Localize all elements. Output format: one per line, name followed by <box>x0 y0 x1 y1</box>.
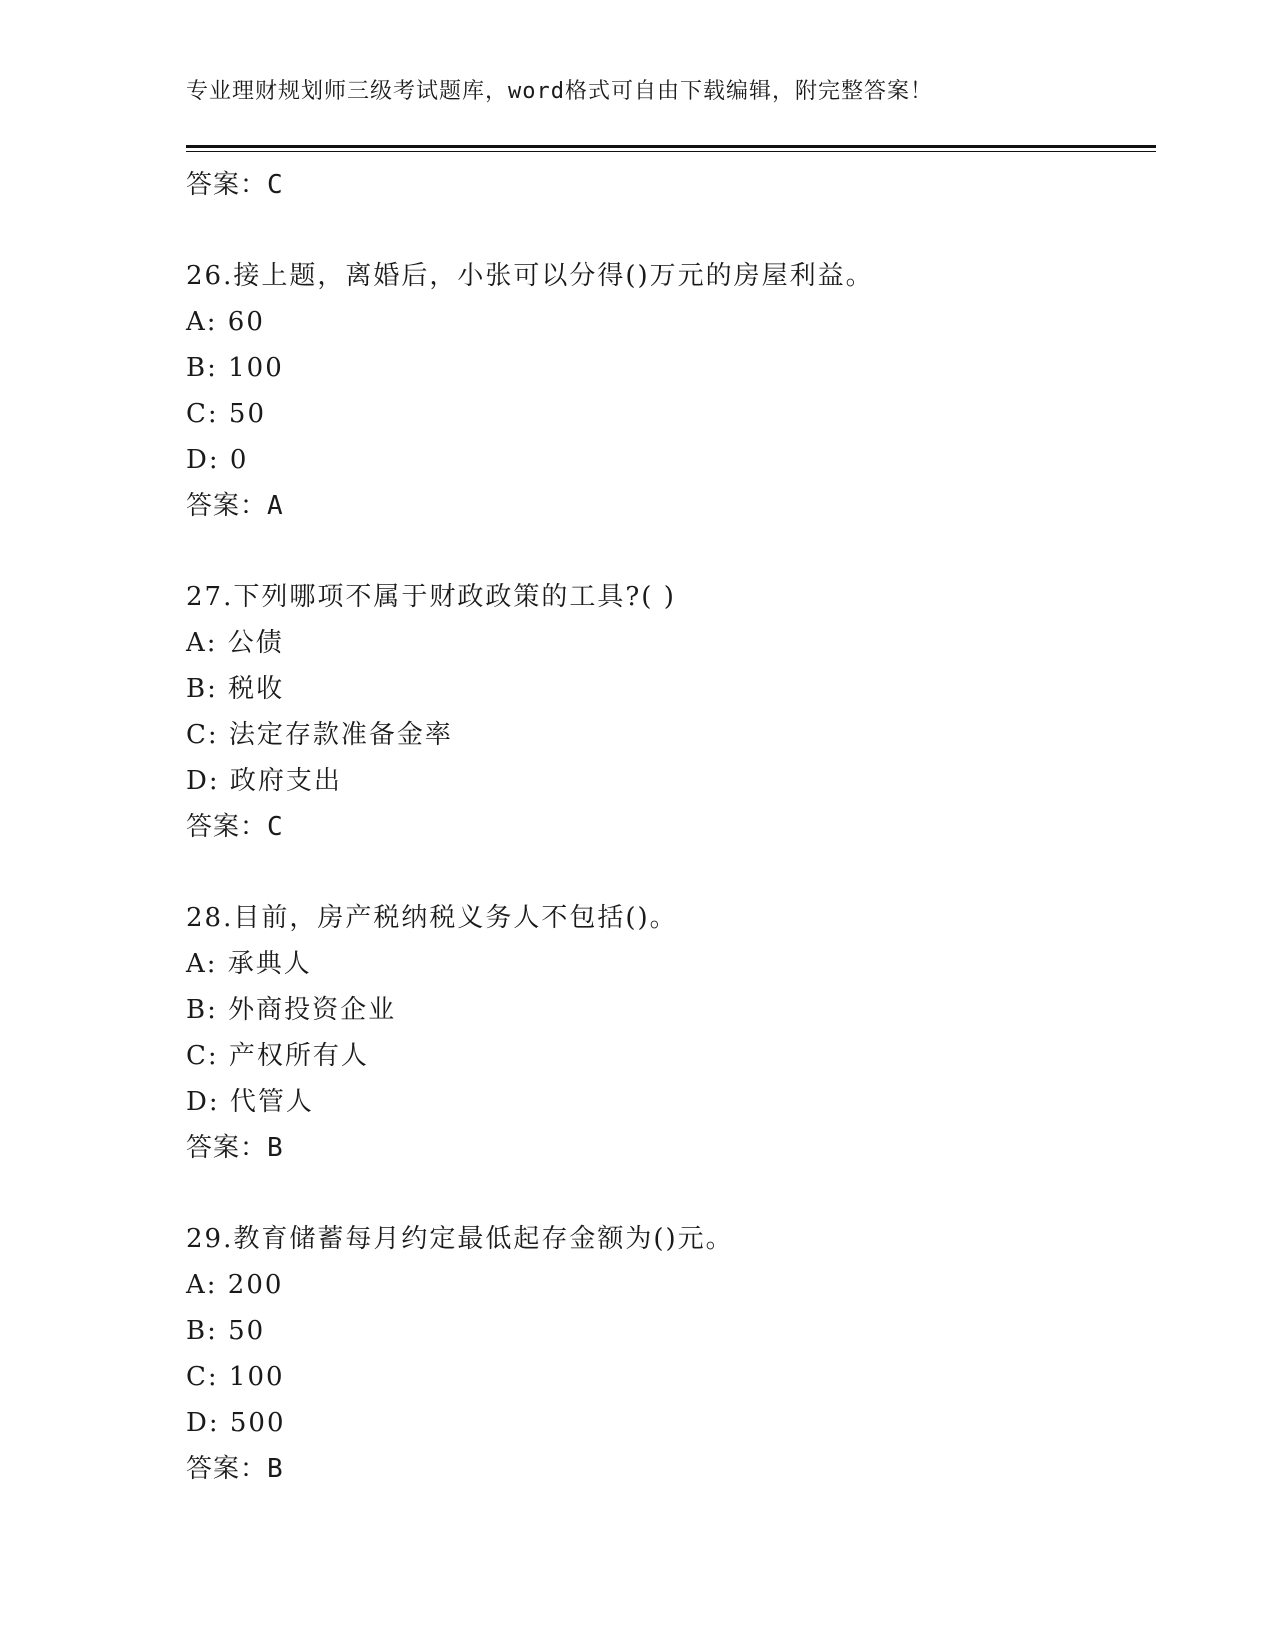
answer-label: 答案： <box>186 491 268 521</box>
option-c: C: 产权所有人 <box>186 1041 369 1071</box>
answer-label: 答案： <box>186 1454 268 1484</box>
option-b: B: 外商投资企业 <box>186 995 397 1025</box>
answer-line <box>186 1125 1156 1171</box>
option-d: D: 代管人 <box>186 1087 314 1117</box>
option-c: C: 50 <box>186 399 267 429</box>
option-a: A: 公债 <box>186 628 284 658</box>
answer-line <box>186 162 1156 208</box>
option-b: B: 100 <box>186 353 284 383</box>
option-b: B: 税收 <box>186 674 285 704</box>
answer-line <box>186 1446 1156 1492</box>
page-header: 专业理财规划师三级考试题库，word格式可自由下载编辑，附完整答案！ <box>186 79 933 104</box>
question-stem: 28.目前，房产税纳税义务人不包括()。 <box>186 903 678 933</box>
option-d: D: 0 <box>186 445 249 475</box>
option-d: D: 500 <box>186 1408 286 1438</box>
spacer <box>186 1171 1156 1216</box>
answer-value: A <box>267 491 284 521</box>
option-d: D: 政府支出 <box>186 766 342 796</box>
question-stem: 26.接上题，离婚后，小张可以分得()万元的房屋利益。 <box>186 261 874 291</box>
option-a: A: 60 <box>186 307 265 337</box>
spacer <box>186 529 1156 574</box>
spacer <box>186 208 1156 253</box>
header-divider-thick <box>186 145 1156 148</box>
answer-value: C <box>267 170 284 200</box>
question-block <box>186 253 1156 529</box>
answer-label: 答案： <box>186 170 268 200</box>
question-block <box>186 574 1156 850</box>
question-list <box>186 162 1156 1492</box>
answer-value: C <box>267 812 284 842</box>
answer-label: 答案： <box>186 1133 268 1163</box>
answer-label: 答案： <box>186 812 268 842</box>
option-c: C: 100 <box>186 1362 285 1392</box>
option-a: A: 承典人 <box>186 949 312 979</box>
answer-value: B <box>267 1454 284 1484</box>
option-a: A: 200 <box>186 1270 284 1300</box>
header-divider-thin <box>186 151 1156 152</box>
question-stem: 29.教育储蓄每月约定最低起存金额为()元。 <box>186 1224 734 1254</box>
option-b: B: 50 <box>186 1316 266 1346</box>
answer-line <box>186 804 1156 850</box>
answer-value: B <box>267 1133 284 1163</box>
question-stem: 27.下列哪项不属于财政政策的工具?( ) <box>186 582 676 612</box>
answer-line <box>186 483 1156 529</box>
question-block <box>186 895 1156 1171</box>
question-block <box>186 1216 1156 1492</box>
spacer <box>186 850 1156 895</box>
option-c: C: 法定存款准备金率 <box>186 720 453 750</box>
